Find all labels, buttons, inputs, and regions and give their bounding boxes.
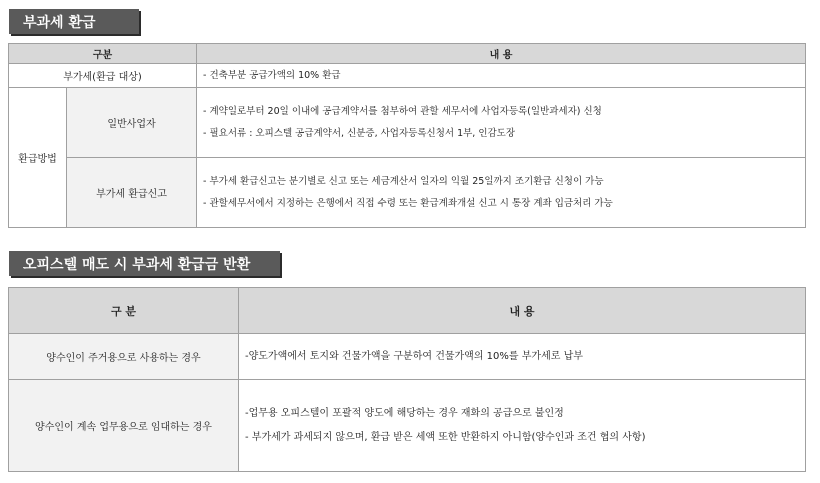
row-label-general-business: 일반사업자 [67,88,197,158]
header-content: 내 용 [239,288,806,334]
header-category: 구 분 [9,288,239,334]
content-line: - 부가세가 과세되지 않으며, 환급 받은 세액 또한 반환하지 아니함(양수인과 조건 협의 사항) [245,431,646,443]
row-content-business-lease [239,380,806,472]
vat-refund-table [8,43,806,228]
section-title-refund-return: 오피스텔 매도 시 부과세 환급금 반환 [9,251,280,276]
row-label-refund-method: 환급방법 [9,88,67,228]
refund-return-table [8,287,806,472]
header-category: 구분 [9,44,197,64]
row-content-refund-target [197,64,806,88]
content-line: - 필요서류 : 오피스텔 공급계약서, 신분증, 사업자등록신청서 1부, 인감도장 [203,127,516,139]
header-content: 내 용 [197,44,806,64]
content-line: -업무용 오피스텔이 포괄적 양도에 해당하는 경우 재화의 공급으로 불인정 [245,407,564,419]
content-line: - 건축부분 공급가액의 10% 환급 [203,69,341,81]
row-label-refund-target: 부가세(환급 대상) [9,64,197,88]
content-line: -양도가액에서 토지와 건물가액을 구분하여 건물가액의 10%를 부가세로 납부 [245,350,583,362]
row-label-vat-refund-report: 부가세 환급신고 [67,158,197,228]
row-label-business-lease: 양수인이 계속 업무용으로 임대하는 경우 [9,380,239,472]
row-content-vat-refund-report [197,158,806,228]
row-content-residential-use [239,334,806,380]
row-content-general-business [197,88,806,158]
content-line: - 계약일로부터 20일 이내에 공급계약서를 첨부하여 관할 세무서에 사업자등록(일반과세자) 신청 [203,105,602,117]
content-line: - 관할세무서에서 지정하는 은행에서 직접 수령 또는 환급계좌개설 신고 시 통장 계좌 입금처리 가능 [203,197,613,209]
section-title-vat-refund: 부과세 환급 [9,9,139,34]
content-line: - 부가세 환급신고는 분기별로 신고 또는 세금계산서 일자의 익월 25일까지 조기환급 신청이 가능 [203,175,604,187]
row-label-residential-use: 양수인이 주거용으로 사용하는 경우 [9,334,239,380]
